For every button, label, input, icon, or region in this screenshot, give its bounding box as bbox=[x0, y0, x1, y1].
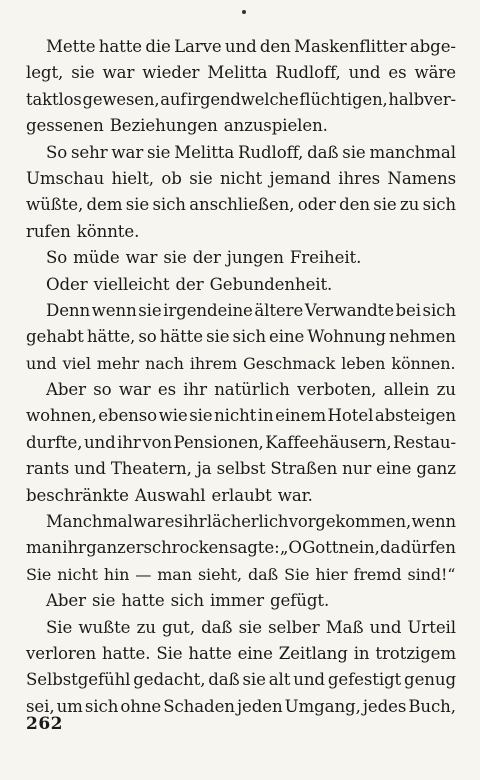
text-line: verloren hatte. Sie hatte eine Zeitlang in trotzigem bbox=[26, 643, 456, 663]
text-line: gessenen Beziehungen anzuspielen. bbox=[26, 116, 328, 136]
text-line: legt, sie war wieder Melitta Rudloff, und es wäre bbox=[26, 63, 456, 83]
text-line: und viel mehr nach ihrem Geschmack leben können. bbox=[26, 353, 456, 373]
text-line: rants und Theatern, ja selbst Straßen nur eine ganz bbox=[26, 459, 456, 479]
text-line: rufen könnte. bbox=[26, 221, 140, 241]
text-line: Denn wenn sie irgendeine ältere Verwandte bei sich bbox=[46, 300, 456, 320]
text-line: Selbstgefühl gedacht, daß sie alt und gefestigt genug bbox=[26, 670, 456, 690]
print-mark bbox=[242, 10, 246, 14]
text-line: sei, um sich ohne Schaden jeden Umgang, jedes Buch, bbox=[26, 696, 456, 716]
text-line: taktlos gewesen, auf irgendwelche flüchtigen, halbver- bbox=[26, 89, 456, 109]
text-line: Aber sie hatte sich immer gefügt. bbox=[46, 591, 330, 611]
text-line: beschränkte Auswahl erlaubt war. bbox=[26, 485, 313, 505]
text-line: So sehr war sie Melitta Rudloff, daß sie manchmal bbox=[46, 142, 456, 162]
body-text bbox=[26, 34, 456, 720]
text-line: wüßte, dem sie sich anschließen, oder den sie zu sich bbox=[26, 195, 456, 215]
page-number: 262 bbox=[26, 714, 63, 734]
text-line: Mette hatte die Larve und den Maskenflitter abge- bbox=[46, 37, 456, 56]
text-line: Sie wußte zu gut, daß sie selber Maß und Urteil bbox=[46, 617, 456, 637]
text-line: Sie nicht hin — man sieht, daß Sie hier fremd sind!“ bbox=[26, 564, 456, 584]
text-line: Aber so war es ihr natürlich verboten, allein zu bbox=[46, 380, 456, 400]
text-line: gehabt hätte, so hätte sie sich eine Wohnung nehmen bbox=[26, 327, 456, 347]
text-line: Manchmal war es ihr lächerlich vorgekommen, wenn bbox=[46, 512, 456, 532]
text-line: Umschau hielt, ob sie nicht jemand ihres Namens bbox=[26, 168, 456, 188]
text-line: Oder vielleicht der Gebundenheit. bbox=[46, 274, 333, 294]
text-line: man ihr ganz erschrocken sagte: „O Gott nein, da dürfen bbox=[26, 538, 456, 558]
text-line: So müde war sie der jungen Freiheit. bbox=[46, 248, 362, 268]
text-line: durfte, und ihr von Pensionen, Kaffeehäusern, Restau- bbox=[26, 432, 456, 452]
text-line: wohnen, ebenso wie sie nicht in einem Hotel absteigen bbox=[26, 406, 456, 426]
